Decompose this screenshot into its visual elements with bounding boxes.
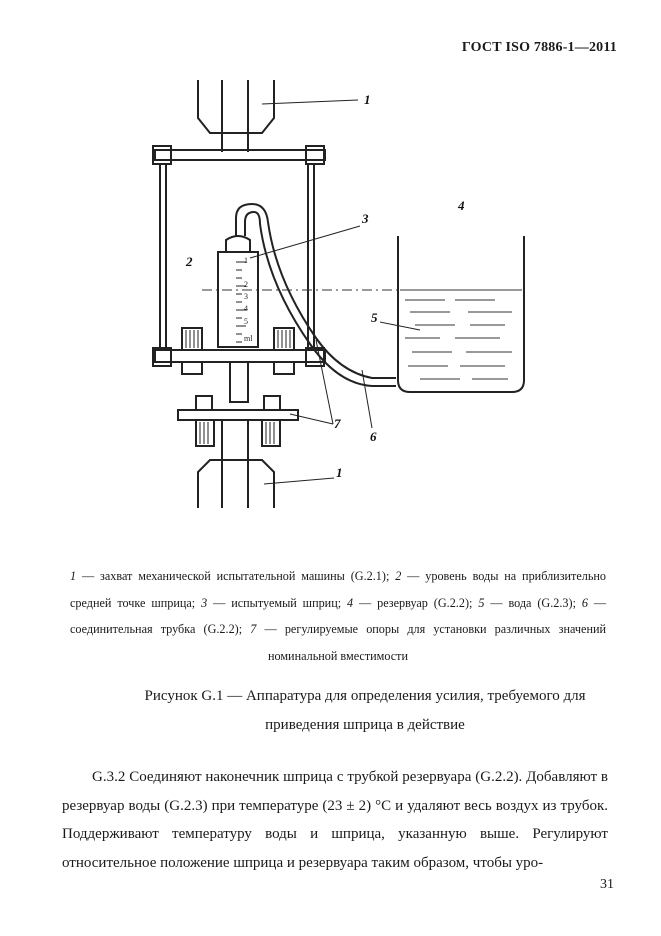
callout-label: 1: [336, 465, 343, 480]
callout-label: 6: [370, 429, 377, 444]
scale-label: ml: [244, 334, 253, 343]
caption-line: приведения шприца в действие: [265, 717, 465, 733]
page-number: 31: [600, 877, 614, 892]
callout-label: 2: [186, 254, 193, 269]
scale-label: 3: [244, 292, 248, 301]
callout-label: 1: [364, 92, 371, 107]
figure-caption: [100, 682, 630, 740]
top-crossbar: [155, 150, 325, 160]
callout-label: 5: [371, 310, 378, 325]
body-paragraph: G.3.2 Соединяют наконечник шприца с трубкой резервуара (G.2.2). Добавляют в резервуар воды (G.2.3) при температуре (23 ± 2) °С и удаляют весь воздух из трубок. Поддерживают температуру воды и шприца, указанную выше. Регулируют относительное положение шприца и резервуара таким образом, чтобы уро-: [62, 769, 608, 871]
callout-label: 4: [458, 198, 465, 213]
figure-legend: 1 — захват механической испытательной машины (G.2.1); 2 — уровень воды на приблизительно средней точке шприца; 3 — испытуемый шприц; 4 — резервуар (G.2.2); 5 — вода (G.2.3); 6 — соединительная трубка (G.2.2); 7 — регулируемые опоры для установки различных значений номинальной вместимости: [70, 569, 607, 663]
scale-label: 1: [244, 256, 248, 265]
scale-label: 5: [244, 317, 248, 326]
upper-grip: [198, 80, 274, 133]
lower-platform: [155, 350, 325, 362]
syringe-barrel: [218, 252, 258, 347]
lower-grip: [198, 460, 274, 508]
scale-label: 4: [244, 304, 248, 313]
callout-label: 3: [362, 211, 369, 226]
scale-label: 2: [244, 280, 248, 289]
reservoir: [398, 236, 524, 392]
standard-header: ГОСТ ISO 7886-1—2011: [461, 40, 617, 55]
caption-line: Рисунок G.1 — Аппаратура для определения усилия, требуемого для: [144, 688, 586, 704]
callout-label: 7: [334, 416, 341, 431]
adjustable-support: [178, 410, 298, 420]
